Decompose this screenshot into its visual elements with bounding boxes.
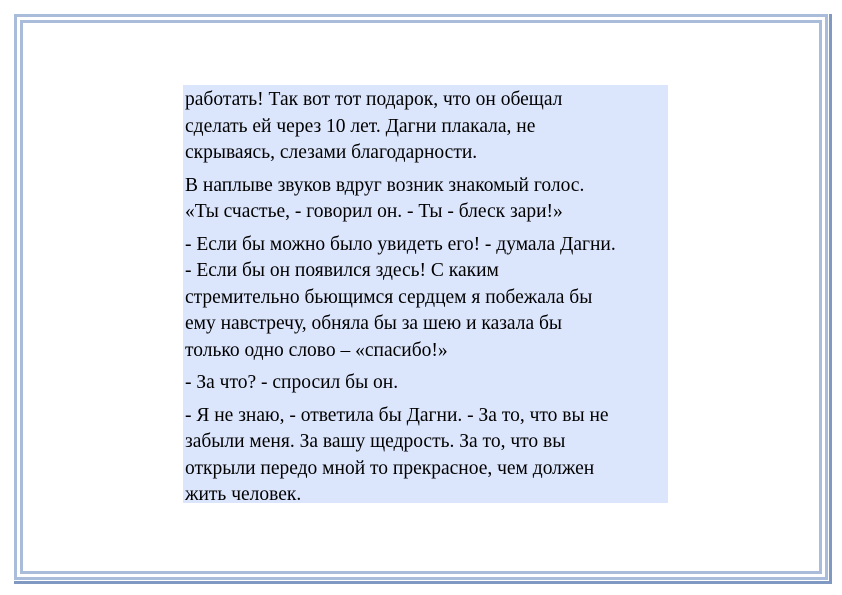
text-line: - Если бы он появился здесь! С каким: [185, 260, 499, 281]
text-line: В наплыве звуков вдруг возник знакомый голос.: [185, 174, 585, 196]
text-line: стремительно бьющимся сердцем я побежала бы: [185, 286, 593, 308]
text-line: - Я не знаю, - ответила бы Дагни. - За то, что вы не: [185, 404, 609, 426]
text-box: [183, 85, 668, 503]
text-line: жить человек.: [185, 484, 302, 505]
frame-shadow-right: [829, 14, 832, 584]
text-line: скрываясь, слезами благодарности.: [185, 142, 478, 163]
paragraph-1: [185, 87, 668, 167]
text-line: - Если бы можно было увидеть его! - думала Дагни.: [185, 233, 616, 255]
frame-shadow-bottom: [14, 581, 832, 584]
text-line: сделать ей через 10 лет. Дагни плакала, не: [185, 115, 536, 137]
text-line: - За что? - спросил бы он.: [185, 372, 399, 393]
text-line: забыли меня. За вашу щедрость. За то, что вы: [185, 431, 566, 452]
text-line: «Ты счастье, - говорил он. - Ты - блеск зари!»: [185, 201, 563, 222]
text-line: ему навстречу, обняла бы за шею и казала бы: [185, 313, 563, 334]
text-line: открыли передо мной то прекрасное, чем должен: [185, 457, 595, 479]
paragraph-3: [185, 232, 668, 365]
paragraph-2: [185, 173, 668, 226]
paragraph-5: [185, 403, 668, 509]
paragraph-4: [185, 370, 668, 397]
text-line: только одно слово – «спасибо!»: [185, 339, 448, 361]
text-line: работать! Так вот тот подарок, что он обещал: [185, 89, 563, 110]
